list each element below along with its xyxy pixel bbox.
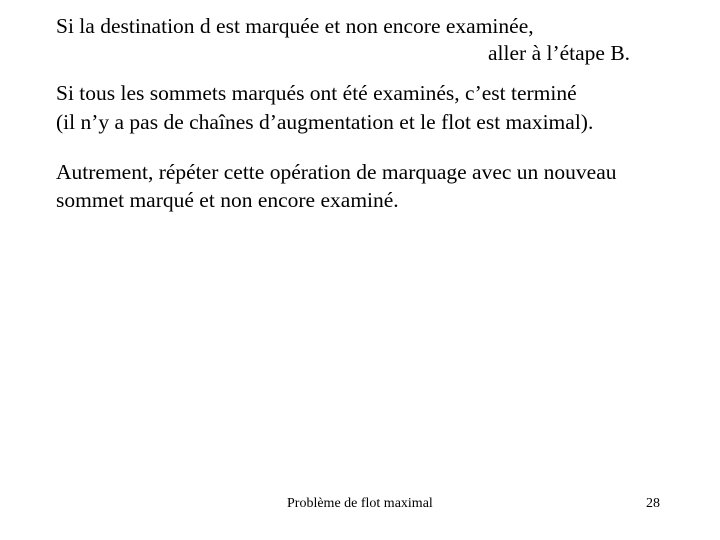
footer-title: Problème de flot maximal [287,496,433,511]
page-number: 28 [646,496,660,511]
paragraph-destination-line-2: aller à l’étape B. [488,41,631,65]
paragraph-destination-line-1: Si la destination d est marquée et non encore examinée, [56,14,534,38]
paragraph-termination-line-1: Si tous les sommets marqués ont été examinés, c’est terminé [56,81,577,105]
paragraph-otherwise-line-2: sommet marqué et non encore examiné. [56,188,399,212]
paragraph-otherwise-line-1: Autrement, répéter cette opération de marquage avec un nouveau [56,160,617,184]
paragraph-termination-line-2: (il n’y a pas de chaînes d’augmentation et le flot est maximal). [56,110,594,134]
